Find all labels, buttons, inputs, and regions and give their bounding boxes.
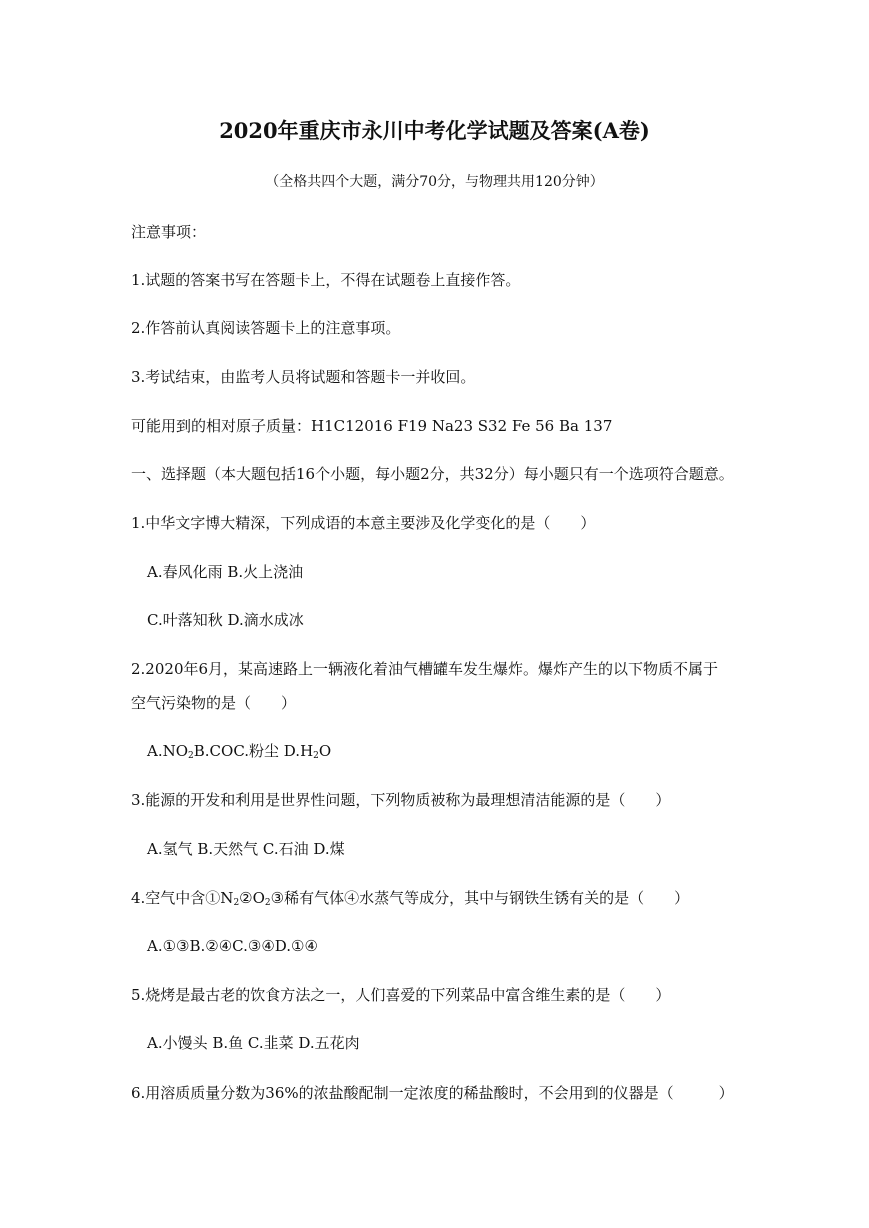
question-3-options: A.氢气 B.天然气 C.石油 D.煤 [147,840,345,858]
atomic-mass-line: 可能用到的相对原子质量：H1C12016 F19 Na23 S32 Fe 56 Ba 137 [131,417,613,435]
question-1-options: A.春风化雨 B.火上浇油 [147,563,304,581]
question-4-options: A.①③B.②④C.③④D.①④ [147,937,318,955]
question-4-stem [131,888,689,908]
stem-text: ③稀有气体④水蒸气等成分，其中与钢铁生锈有关的是（ ） [270,889,690,907]
question-5-stem: 5.烧烤是最古老的饮食方法之一，人们喜爱的下列菜品中富含维生素的是（ ） [131,986,671,1004]
question-2-stem: 2.2020年6月，某高速路上一辆液化着油气槽罐车发生爆炸。爆炸产生的以下物质不属于 [131,660,719,678]
question-1-options: C.叶落知秋 D.滴水成冰 [147,611,304,629]
subscript: 2 [188,751,194,761]
question-2-options [147,741,331,761]
document-subtitle: （全格共四个大题，满分70分，与物理共用120分钟） [265,174,604,190]
note-item: 3.考试结束，由监考人员将试题和答题卡一并收回。 [131,368,476,386]
option-text: O [318,742,332,760]
question-3-stem: 3.能源的开发和利用是世界性问题，下列物质被称为最理想清洁能源的是（ ） [131,791,671,809]
question-6-stem: 6.用溶质质量分数为36%的浓盐酸配制一定浓度的稀盐酸时，不会用到的仪器是（ ） [131,1084,734,1102]
document-title: 2020年重庆市永川中考化学试题及答案(A卷) [219,118,650,143]
note-item: 1.试题的答案书写在答题卡上，不得在试题卷上直接作答。 [131,271,521,289]
option-text: A.NO [147,742,189,760]
option-text: B.COC.粉尘 D.H [193,742,314,760]
note-item: 2.作答前认真阅读答题卡上的注意事项。 [131,319,401,337]
question-1-stem: 1.中华文字博大精深，下列成语的本意主要涉及化学变化的是（ ） [131,514,596,532]
stem-text: ②O [239,889,265,907]
subscript: 2 [233,898,240,908]
question-5-options: A.小馒头 B.鱼 C.韭菜 D.五花肉 [147,1034,360,1052]
section-heading: 一、选择题（本大题包括16个小题，每小题2分，共32分）每小题只有一个选项符合题意。 [131,465,734,483]
notes-heading: 注意事项： [131,223,207,241]
subscript: 2 [313,751,319,761]
question-2-stem: 空气污染物的是（ ） [131,694,297,712]
stem-text: 4.空气中含①N [131,889,234,907]
subscript: 2 [264,898,271,908]
